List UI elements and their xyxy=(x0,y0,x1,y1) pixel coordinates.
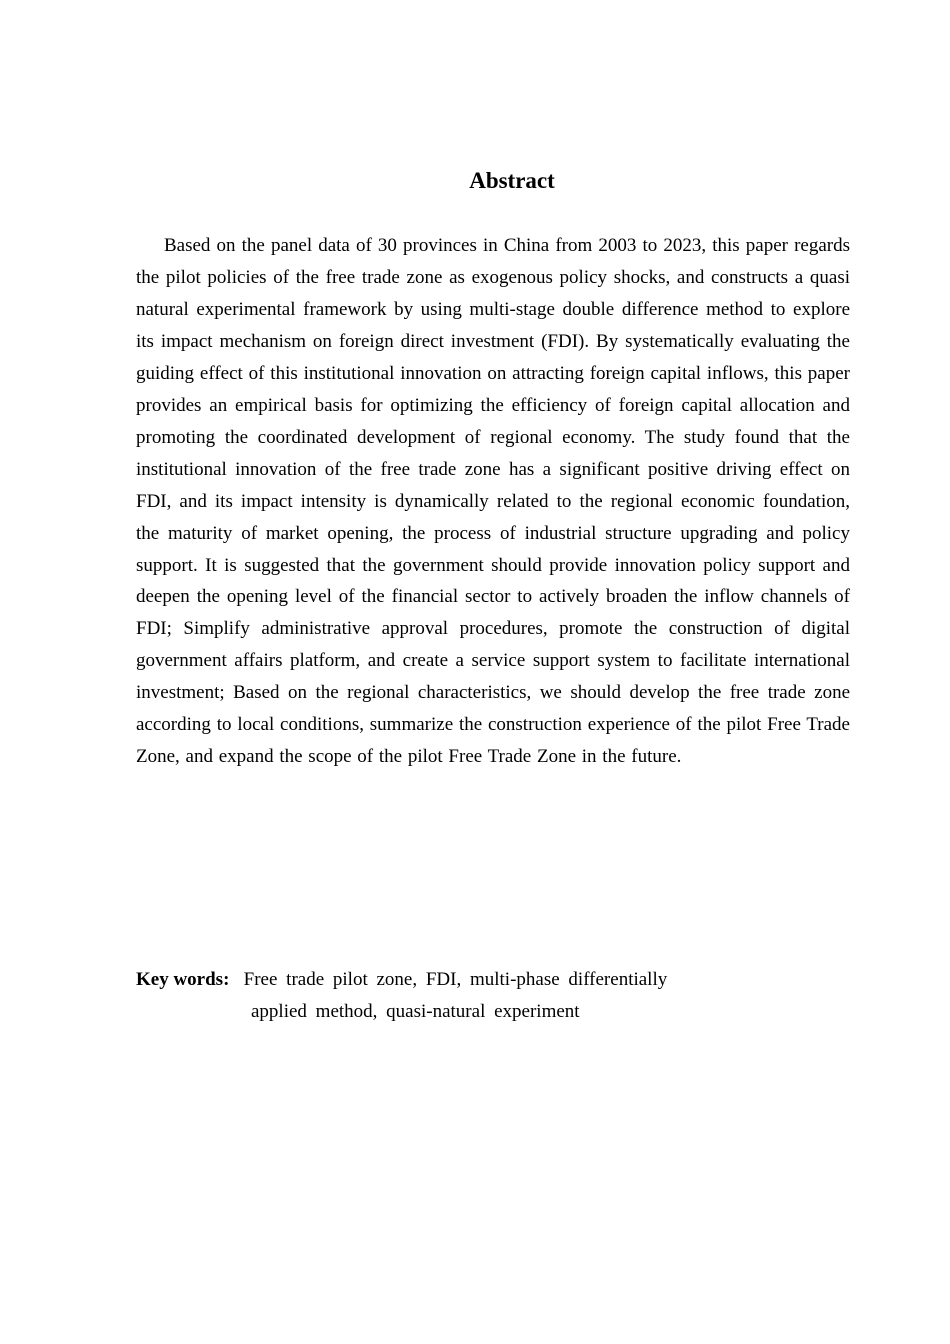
keywords-label: Key words: xyxy=(136,969,230,990)
abstract-body: Based on the panel data of 30 provinces in China from 2003 to 2023, this paper regards the pilot policies of the free trade zone as exogenous policy shocks, and constructs a quasi natural experimental framework by using multi-stage double difference method to explore its impact mechanism on foreign direct investment (FDI). By systematically evaluating the guiding effect of this institutional innovation on attracting foreign capital inflows, this paper provides an empirical basis for optimizing the efficiency of foreign capital allocation and promoting the coordinated development of regional economy. The study found that the institutional innovation of the free trade zone has a significant positive driving effect on FDI, and its impact intensity is dynamically related to the regional economic foundation, the maturity of market opening, the process of industrial structure upgrading and policy support. It is suggested that the government should provide innovation policy support and deepen the opening level of the financial sector to actively broaden the inflow channels of FDI; Simplify administrative approval procedures, promote the construction of digital government affairs platform, and create a service support system to facilitate international investment; Based on the regional characteristics, we should develop the free trade zone according to local conditions, summarize the construction experience of the pilot Free Trade Zone, and expand the scope of the pilot Free Trade Zone in the future. xyxy=(136,235,850,768)
keywords-line-1: Free trade pilot zone, FDI, multi-phase differentially xyxy=(243,969,668,990)
abstract-title: Abstract xyxy=(469,168,555,193)
keywords-first-line xyxy=(136,964,850,996)
keywords-line-2: applied method, quasi-natural experiment xyxy=(251,1001,580,1022)
keywords-section xyxy=(136,964,850,1028)
